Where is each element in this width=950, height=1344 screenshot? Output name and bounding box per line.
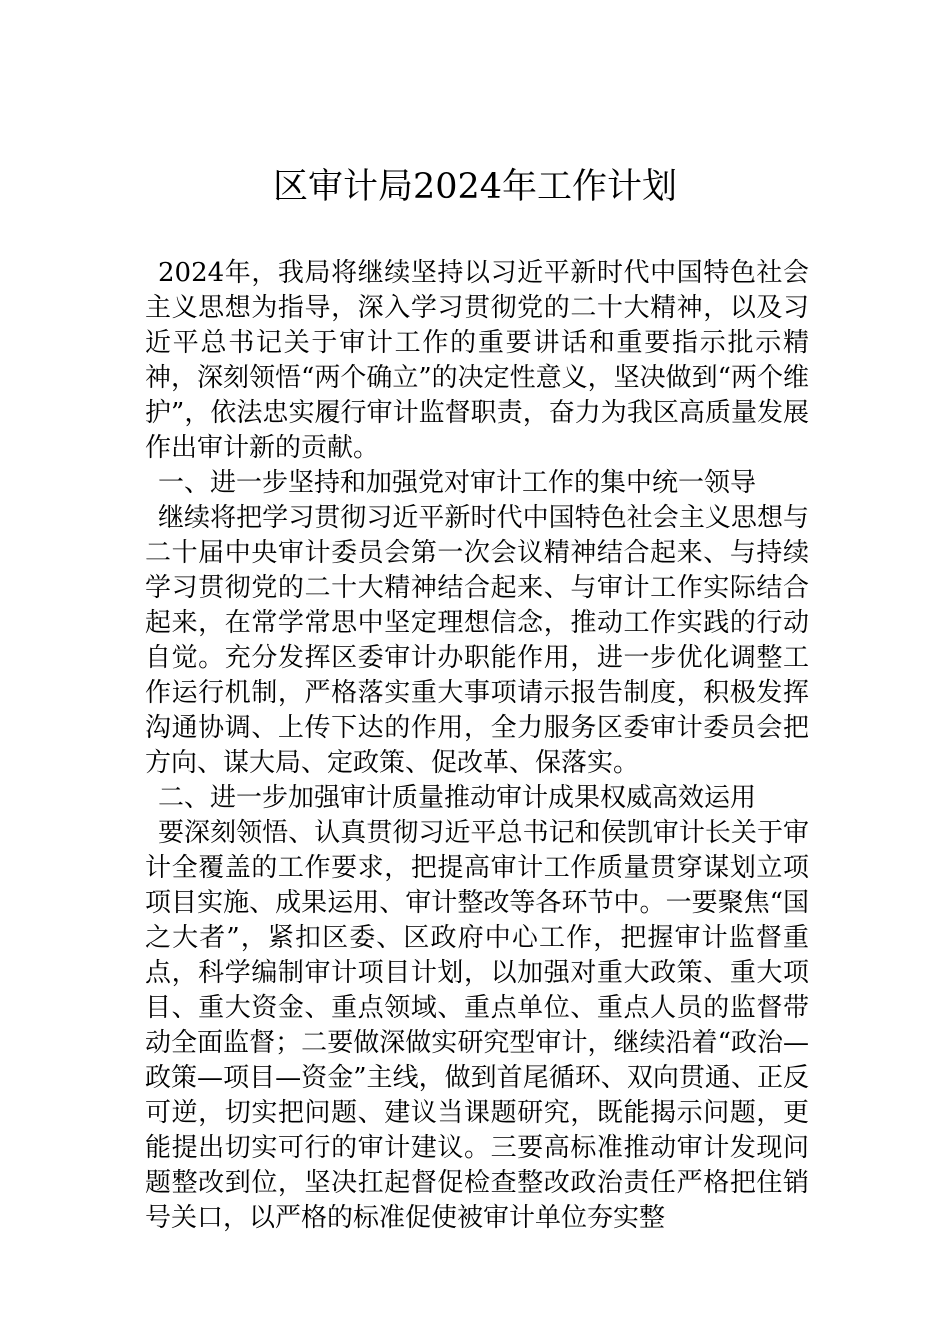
section-1-paragraph: 继续将把学习贯彻习近平新时代中国特色社会主义思想与二十届中央审计委员会第一次会议精神结合起来、与持续学习贯彻党的二十大精神结合起来、与审计工作实际结合起来，在常学常思中坚定理想信念，推动工作实践的行动自觉。充分发挥区委审计办职能作用，进一步优化调整工作运行机制，严格落实重大事项请示报告制度，积极发挥沟通协调、上传下达的作用，全力服务区委审计委员会把方向、谋大局、定政策、促改革、保落实。 — [145, 503, 809, 778]
document-title: 区审计局2024年工作计划 — [272, 167, 678, 207]
section-2-paragraph: 要深刻领悟、认真贯彻习近平总书记和侯凯审计长关于审计全覆盖的工作要求，把提高审计工作质量贯穿谋划立项项目实施、成果运用、审计整改等各环节中。一要聚焦“国之大者”，紧扣区委、区政府中心工作，把握审计监督重点，科学编制审计项目计划，以加强对重大政策、重大项目、重大资金、重点领域、重点单位、重点人员的监督带动全面监督；二要做深做实研究型审计，继续沿着“政治—政策—项目—资金”主线，做到首尾循环、双向贯通、正反可逆，切实把问题、建议当课题研究，既能揭示问题，更能提出切实可行的审计建议。三要高标准推动审计发现问题整改到位，坚决扛起督促检查整改政治责任严格把住销号关口，以严格的标准促使被审计单位夯实整 — [145, 818, 809, 1233]
intro-paragraph: 2024年，我局将继续坚持以习近平新时代中国特色社会主义思想为指导，深入学习贯彻党的二十大精神，以及习近平总书记关于审计工作的重要讲话和重要指示批示精神，深刻领悟“两个确立”的决定性意义，坚决做到“两个维护”，依法忠实履行审计监督职责，奋力为我区高质量发展作出审计新的贡献。 — [145, 258, 809, 463]
section-heading-2: 二、进一步加强审计质量推动审计成果权威高效运用 — [158, 783, 757, 813]
document-body — [145, 256, 809, 1236]
section-heading-1: 一、进一步坚持和加强党对审计工作的集中统一领导 — [158, 468, 757, 498]
